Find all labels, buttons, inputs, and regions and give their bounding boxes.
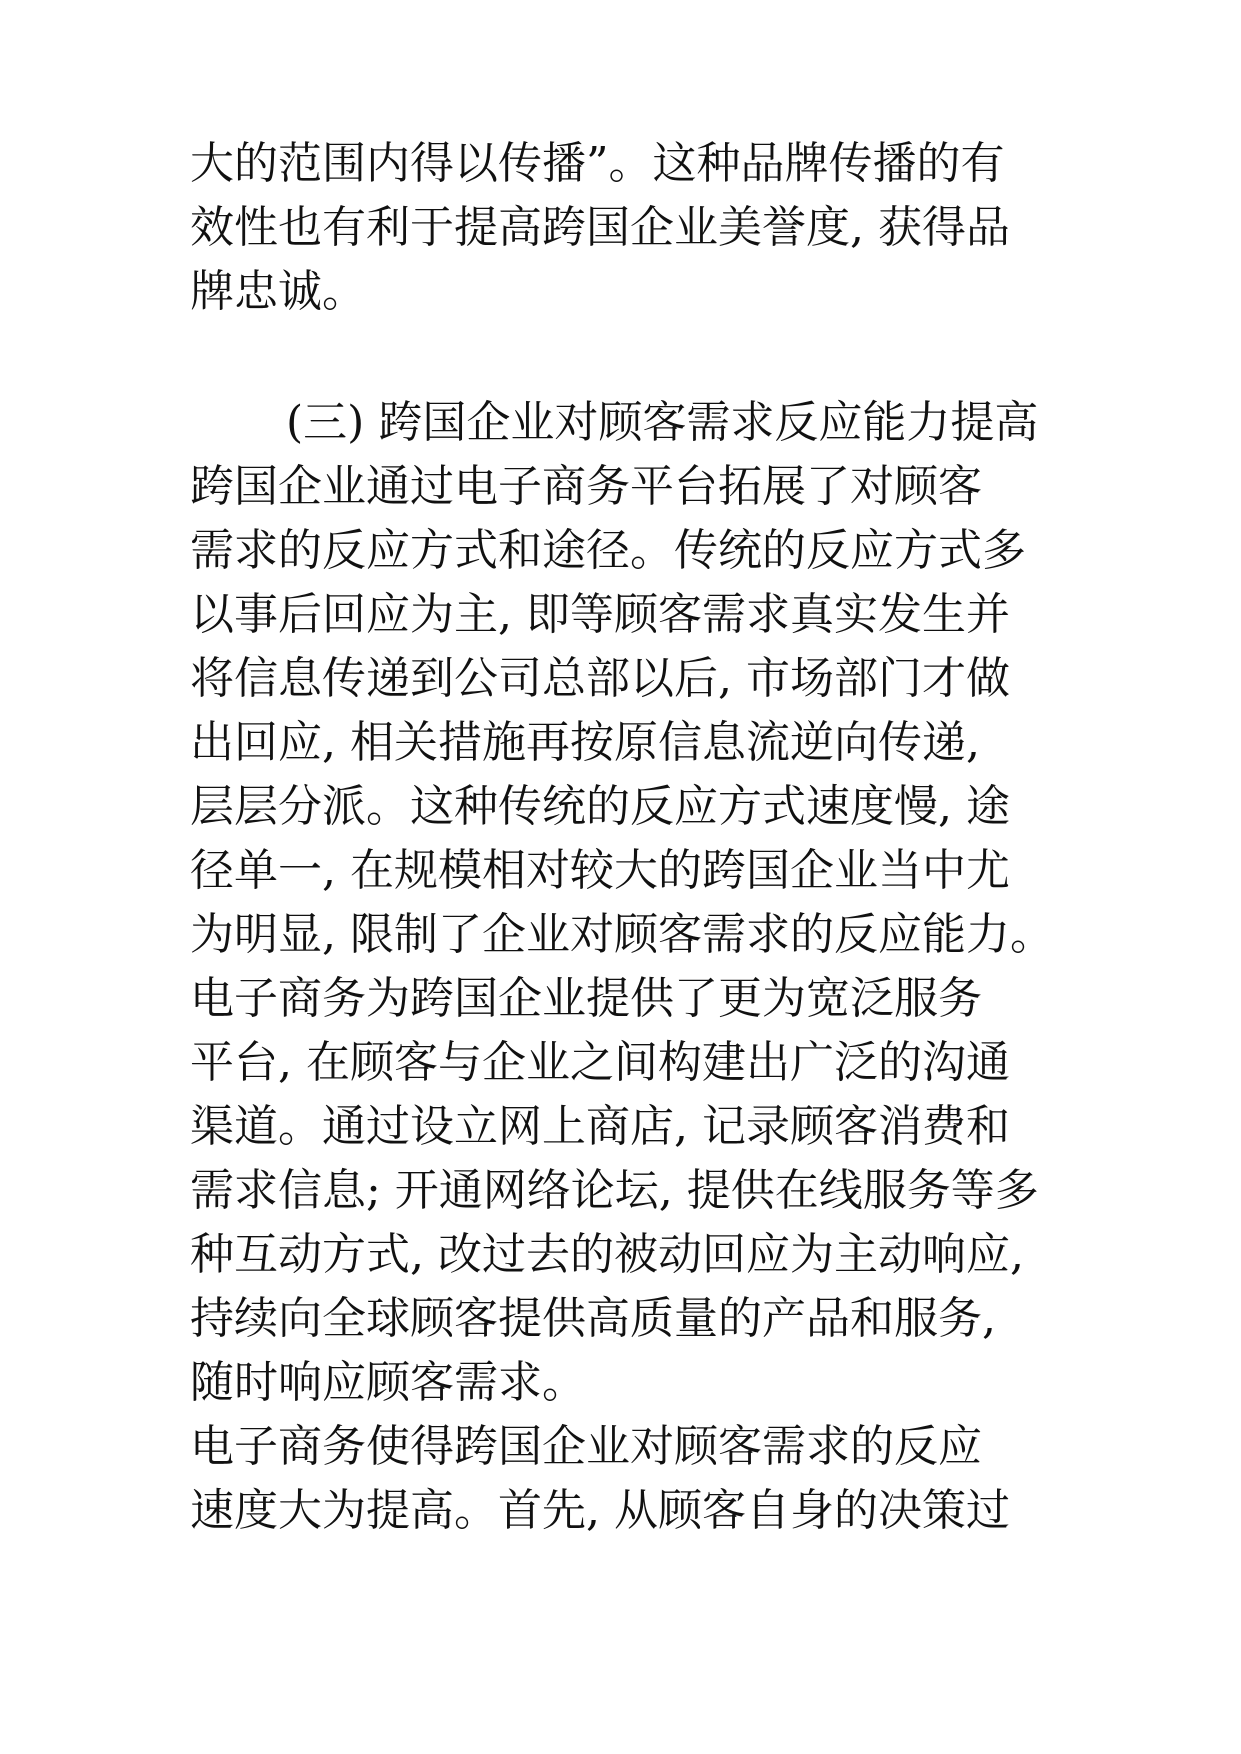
paragraph-2-line-4: 将信息传递到公司总部以后, 市场部门才做 [190, 653, 1010, 704]
paragraph-2-line-11: 渠道。通过设立网上商店, 记录顾客消费和 [190, 1101, 1010, 1152]
paragraph-2-line-8: 为明显, 限制了企业对顾客需求的反应能力。 [190, 909, 1054, 960]
paragraph-2-line-15: 随时响应顾客需求。 [190, 1357, 586, 1408]
paragraph-1-line-2: 效性也有利于提高跨国企业美誉度, 获得品 [190, 202, 1010, 253]
paragraph-1-line-3: 牌忠诚。 [190, 266, 366, 317]
paragraph-2-line-10: 平台, 在顾客与企业之间构建出广泛的沟通 [190, 1037, 1010, 1088]
paragraph-2-line-12: 需求信息; 开通网络论坛, 提供在线服务等多 [190, 1165, 1039, 1216]
paragraph-2-line-14: 持续向全球顾客提供高质量的产品和服务, [190, 1293, 996, 1344]
paragraph-2-line-3: 以事后回应为主, 即等顾客需求真实发生并 [190, 589, 1010, 640]
paragraph-2-line-6: 层层分派。这种传统的反应方式速度慢, 途 [190, 781, 1010, 832]
paragraph-1-line-1: 大的范围内得以传播”。这种品牌传播的有 [190, 138, 1005, 189]
paragraph-2-line-1: 跨国企业通过电子商务平台拓展了对顾客 [190, 461, 982, 512]
paragraph-2-line-9: 电子商务为跨国企业提供了更为宽泛服务 [190, 973, 982, 1024]
paragraph-2-line-7: 径单一, 在规模相对较大的跨国企业当中尤 [190, 845, 1010, 896]
paragraph-3-line-2: 速度大为提高。首先, 从顾客自身的决策过 [190, 1485, 1010, 1536]
paragraph-2-line-5: 出回应, 相关措施再按原信息流逆向传递, [190, 717, 980, 768]
section-heading: (三) 跨国企业对顾客需求反应能力提高 [286, 397, 1039, 448]
paragraph-2-line-13: 种互动方式, 改过去的被动回应为主动响应, [190, 1229, 1024, 1280]
paragraph-2-line-2: 需求的反应方式和途径。传统的反应方式多 [190, 525, 1026, 576]
paragraph-3-line-1: 电子商务使得跨国企业对顾客需求的反应 [190, 1421, 982, 1472]
